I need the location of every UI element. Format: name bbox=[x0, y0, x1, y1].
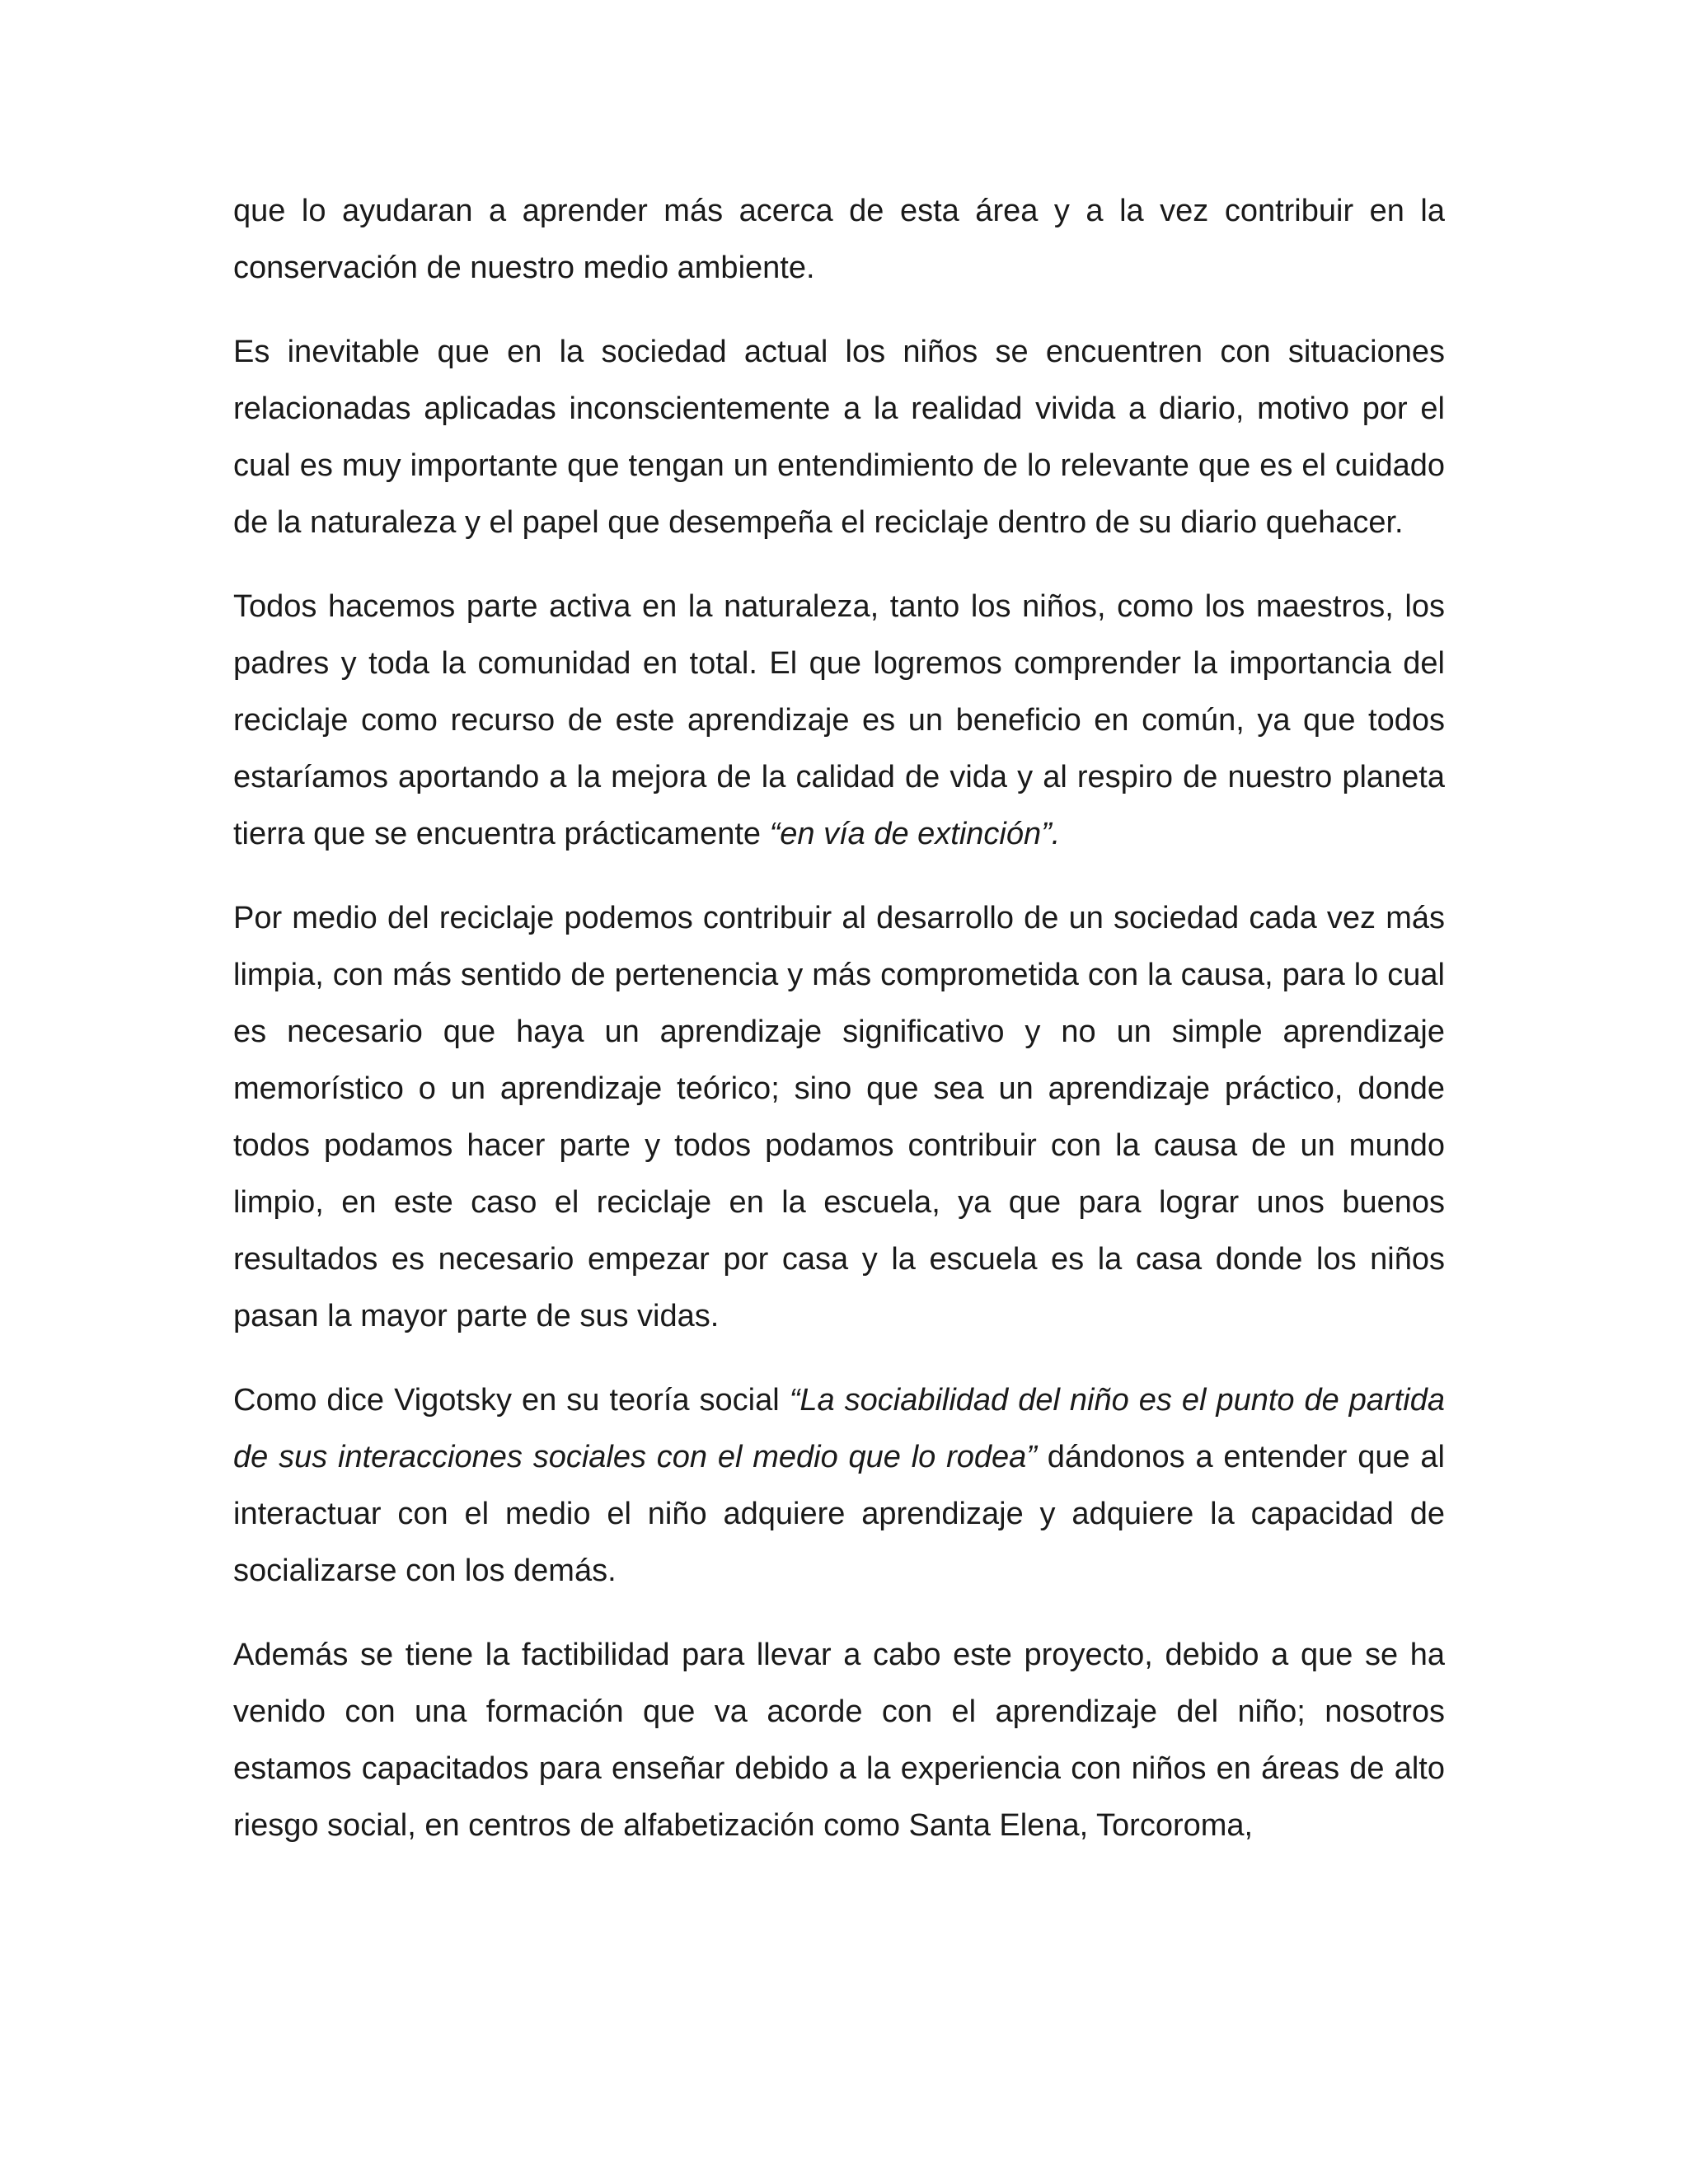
paragraph-2-text: Es inevitable que en la sociedad actual los niños se encuentren con situaciones relacionadas aplicadas inconscientemente a la realidad vivida a diario, motivo por el cual es muy importante que tengan un entendimiento de lo relevante que es el cuidado de la naturaleza y el papel que desempeña el reciclaje dentro de su diario quehacer. bbox=[233, 335, 1445, 540]
paragraph-1-text: que lo ayudaran a aprender más acerca de esta área y a la vez contribuir en la conservación de nuestro medio ambiente. bbox=[233, 194, 1445, 285]
paragraph-3-text: Todos hacemos parte activa en la naturaleza, tanto los niños, como los maestros, los padres y toda la comunidad en total. El que logremos comprender la importancia del reciclaje como recurso de este aprendizaje es un beneficio en común, ya que todos estaríamos aportando a la mejora de la calidad de vida y al respiro de nuestro planeta tierra que se encuentra prácticamente bbox=[233, 589, 1445, 851]
body-text bbox=[233, 183, 1445, 1882]
vigotsky-quote: “La sociabilidad del niño es el punto de partida de sus interacciones sociales con el medio que lo rodea” bbox=[233, 1383, 1445, 1474]
paragraph-5-text-end: dándonos a entender que al interactuar con el medio el niño adquiere aprendizaje y adquiere la capacidad de socializarse con los demás. bbox=[233, 1440, 1445, 1588]
paragraph-1 bbox=[233, 183, 1445, 297]
paragraph-6-text: Además se tiene la factibilidad para llevar a cabo este proyecto, debido a que se ha venido con una formación que va acorde con el aprendizaje del niño; nosotros estamos capacitados para enseñar debido a la experiencia con niños en áreas de alto riesgo social, en centros de alfabetización como Santa Elena, Torcoroma, bbox=[233, 1638, 1445, 1843]
paragraph-3-quote: “en vía de extinción”. bbox=[769, 817, 1061, 851]
paragraph-5 bbox=[233, 1372, 1445, 1600]
paragraph-6 bbox=[233, 1627, 1445, 1854]
paragraph-3 bbox=[233, 579, 1445, 863]
paragraph-4 bbox=[233, 890, 1445, 1345]
paragraph-2 bbox=[233, 324, 1445, 551]
paragraph-5-text-start: Como dice Vigotsky en su teoría social bbox=[233, 1383, 790, 1418]
paragraph-4-text: Por medio del reciclaje podemos contribuir al desarrollo de un sociedad cada vez más limpia, con más sentido de pertenencia y más comprometida con la causa, para lo cual es necesario que haya un aprendizaje significativo y no un simple aprendizaje memorístico o un aprendizaje teórico; sino que sea un aprendizaje práctico, donde todos podamos hacer parte y todos podamos contribuir con la causa de un mundo limpio, en este caso el reciclaje en la escuela, ya que para lograr unos buenos resultados es necesario empezar por casa y la escuela es la casa donde los niños pasan la mayor parte de sus vidas. bbox=[233, 901, 1445, 1333]
